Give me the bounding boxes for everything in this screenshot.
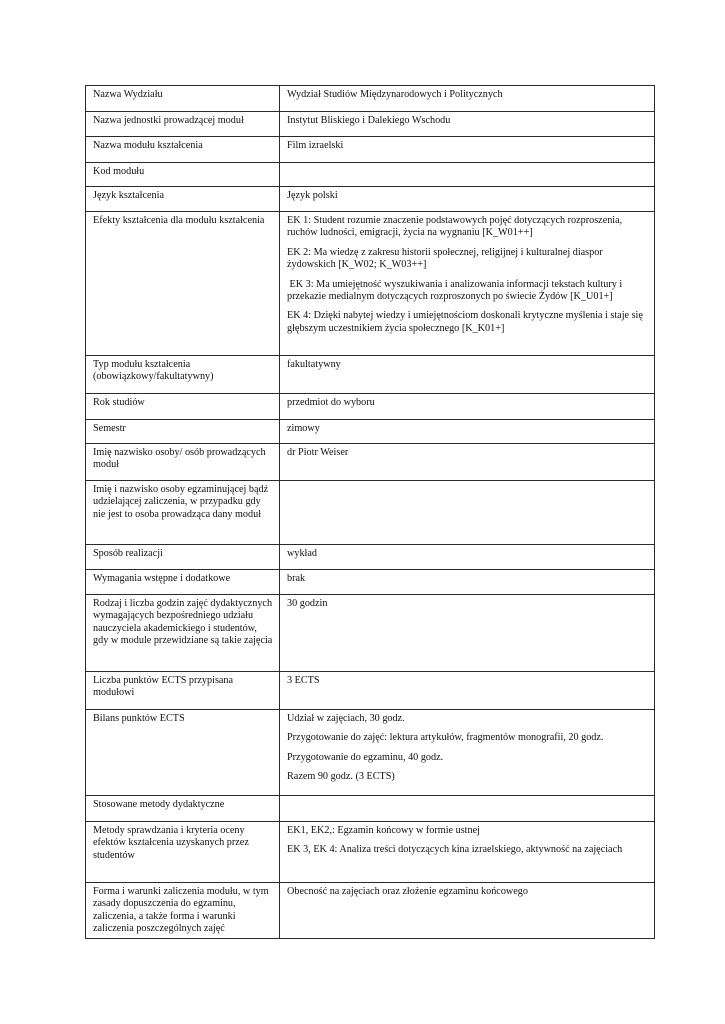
label-text: Efekty kształcenia dla modułu kształcenia bbox=[93, 215, 265, 226]
row-label bbox=[86, 822, 280, 883]
row-value bbox=[280, 545, 655, 570]
row-label bbox=[86, 595, 280, 672]
table-row bbox=[86, 212, 655, 356]
row-value bbox=[280, 212, 655, 356]
table-row bbox=[86, 796, 655, 822]
label-text: Język kształcenia bbox=[93, 190, 164, 201]
value-text: 3 ECTS bbox=[287, 675, 320, 686]
table-row bbox=[86, 394, 655, 420]
value-text: Udział w zajęciach, 30 godz. bbox=[287, 713, 405, 724]
row-value bbox=[280, 187, 655, 212]
row-label bbox=[86, 444, 280, 481]
label-text: Metody sprawdzania i kryteria oceny efektów kształcenia uzyskanych przez studentów bbox=[93, 825, 249, 861]
value-text: EK1, EK2,: Egzamin końcowy w formie ustnej bbox=[287, 825, 480, 836]
row-label bbox=[86, 86, 280, 112]
row-value bbox=[280, 710, 655, 796]
table-row bbox=[86, 163, 655, 187]
label-text: Kod modułu bbox=[93, 166, 145, 177]
value-text: Film izraelski bbox=[287, 140, 344, 151]
label-text: Nazwa modułu kształcenia bbox=[93, 140, 203, 151]
row-label bbox=[86, 545, 280, 570]
table-row bbox=[86, 137, 655, 163]
table-row bbox=[86, 710, 655, 796]
row-value bbox=[280, 444, 655, 481]
row-label bbox=[86, 187, 280, 212]
label-text: Typ modułu kształcenia (obowiązkowy/fakultatywny) bbox=[93, 359, 214, 383]
row-label bbox=[86, 570, 280, 595]
label-text: Sposób realizacji bbox=[93, 548, 163, 559]
row-label bbox=[86, 672, 280, 710]
row-value bbox=[280, 822, 655, 883]
table-row bbox=[86, 112, 655, 137]
table-row bbox=[86, 187, 655, 212]
label-text: Nazwa jednostki prowadzącej moduł bbox=[93, 115, 244, 126]
table-row bbox=[86, 356, 655, 394]
label-text: Nazwa Wydziału bbox=[93, 89, 163, 100]
label-text: Liczba punktów ECTS przypisana modułowi bbox=[93, 675, 234, 699]
table-row bbox=[86, 883, 655, 939]
value-text: EK 3, EK 4: Analiza treści dotyczących kina izraelskiego, aktywność na zajęciach bbox=[287, 844, 623, 856]
row-label bbox=[86, 112, 280, 137]
value-text: EK 1: Student rozumie znaczenie podstawowych pojęć dotyczących rozproszenia, ruchów ludności, emigracji, życia na wygnaniu [K_W01++] bbox=[287, 215, 623, 239]
value-text: dr Piotr Weiser bbox=[287, 447, 349, 458]
label-text: Forma i warunki zaliczenia modułu, w tym zasady dopuszczenia do egzaminu, zaliczenia, a także forma i warunki zaliczenia poszczególnych zajęć bbox=[93, 886, 269, 935]
value-text: Instytut Bliskiego i Dalekiego Wschodu bbox=[287, 115, 451, 126]
row-label bbox=[86, 394, 280, 420]
table-row bbox=[86, 595, 655, 672]
row-value bbox=[280, 672, 655, 710]
table-row bbox=[86, 420, 655, 444]
table-row bbox=[86, 444, 655, 481]
row-value bbox=[280, 796, 655, 822]
row-value bbox=[280, 420, 655, 444]
row-label bbox=[86, 420, 280, 444]
label-text: Imię i nazwisko osoby egzaminującej bądź udzielającej zaliczenia, w przypadku gdy nie jest to osoba prowadząca dany moduł bbox=[93, 484, 269, 520]
table-row bbox=[86, 86, 655, 112]
row-value bbox=[280, 356, 655, 394]
row-value bbox=[280, 137, 655, 163]
value-text: Przygotowanie do zajęć: lektura artykułów, fragmentów monografii, 20 godz. bbox=[287, 732, 604, 744]
row-value bbox=[280, 394, 655, 420]
value-text: Wydział Studiów Międzynarodowych i Politycznych bbox=[287, 89, 503, 100]
value-text: Przygotowanie do egzaminu, 40 godz. bbox=[287, 751, 444, 763]
module-description-table bbox=[85, 85, 655, 939]
row-value bbox=[280, 481, 655, 545]
table-row bbox=[86, 545, 655, 570]
row-value bbox=[280, 570, 655, 595]
row-value bbox=[280, 86, 655, 112]
value-text: EK 4: Dzięki nabytej wiedzy i umiejętnościom doskonali krytyczne myślenia i staje się głębszym uczestnikiem życia społecznego [K_K01+] bbox=[287, 310, 643, 334]
label-text: Imię nazwisko osoby/ osób prowadzących moduł bbox=[93, 447, 266, 471]
table-row bbox=[86, 481, 655, 545]
table-row bbox=[86, 672, 655, 710]
row-label bbox=[86, 163, 280, 187]
value-text: fakultatywny bbox=[287, 359, 341, 370]
label-text: Semestr bbox=[93, 423, 126, 434]
value-text: przedmiot do wyboru bbox=[287, 397, 375, 408]
row-label bbox=[86, 883, 280, 939]
row-label bbox=[86, 796, 280, 822]
label-text: Wymagania wstępne i dodatkowe bbox=[93, 573, 231, 584]
value-text: EK 2: Ma wiedzę z zakresu historii społecznej, religijnej i kulturalnej diaspor żydowskich [K_W02; K_W03++] bbox=[287, 246, 603, 271]
value-text: 30 godzin bbox=[287, 598, 328, 609]
row-label bbox=[86, 212, 280, 356]
row-value bbox=[280, 595, 655, 672]
label-text: Rok studiów bbox=[93, 397, 145, 408]
value-text: EK 3: Ma umiejętność wyszukiwania i analizowania informacji tekstach kultury i przekazie medialnym dotyczących rozproszonych po świecie Żydów [K_U01+] bbox=[287, 278, 625, 303]
row-value bbox=[280, 163, 655, 187]
label-text: Rodzaj i liczba godzin zajęć dydaktycznych wymagających bezpośredniego udziału nauczyciela akademickiego i studentów, gdy w module przewidziane są takie zajęcia bbox=[93, 598, 273, 647]
value-text: zimowy bbox=[287, 423, 320, 434]
table-row bbox=[86, 570, 655, 595]
table-row bbox=[86, 822, 655, 883]
row-value bbox=[280, 112, 655, 137]
value-text: Obecność na zajęciach oraz złożenie egzaminu końcowego bbox=[287, 886, 528, 897]
row-label bbox=[86, 481, 280, 545]
label-text: Stosowane metody dydaktyczne bbox=[93, 799, 225, 810]
value-text: brak bbox=[287, 573, 306, 584]
row-value bbox=[280, 883, 655, 939]
row-label bbox=[86, 710, 280, 796]
label-text: Bilans punktów ECTS bbox=[93, 713, 185, 724]
row-label bbox=[86, 137, 280, 163]
value-text: wykład bbox=[287, 548, 317, 559]
value-text: Razem 90 godz. (3 ECTS) bbox=[287, 771, 395, 783]
value-text: Język polski bbox=[287, 190, 338, 201]
row-label bbox=[86, 356, 280, 394]
